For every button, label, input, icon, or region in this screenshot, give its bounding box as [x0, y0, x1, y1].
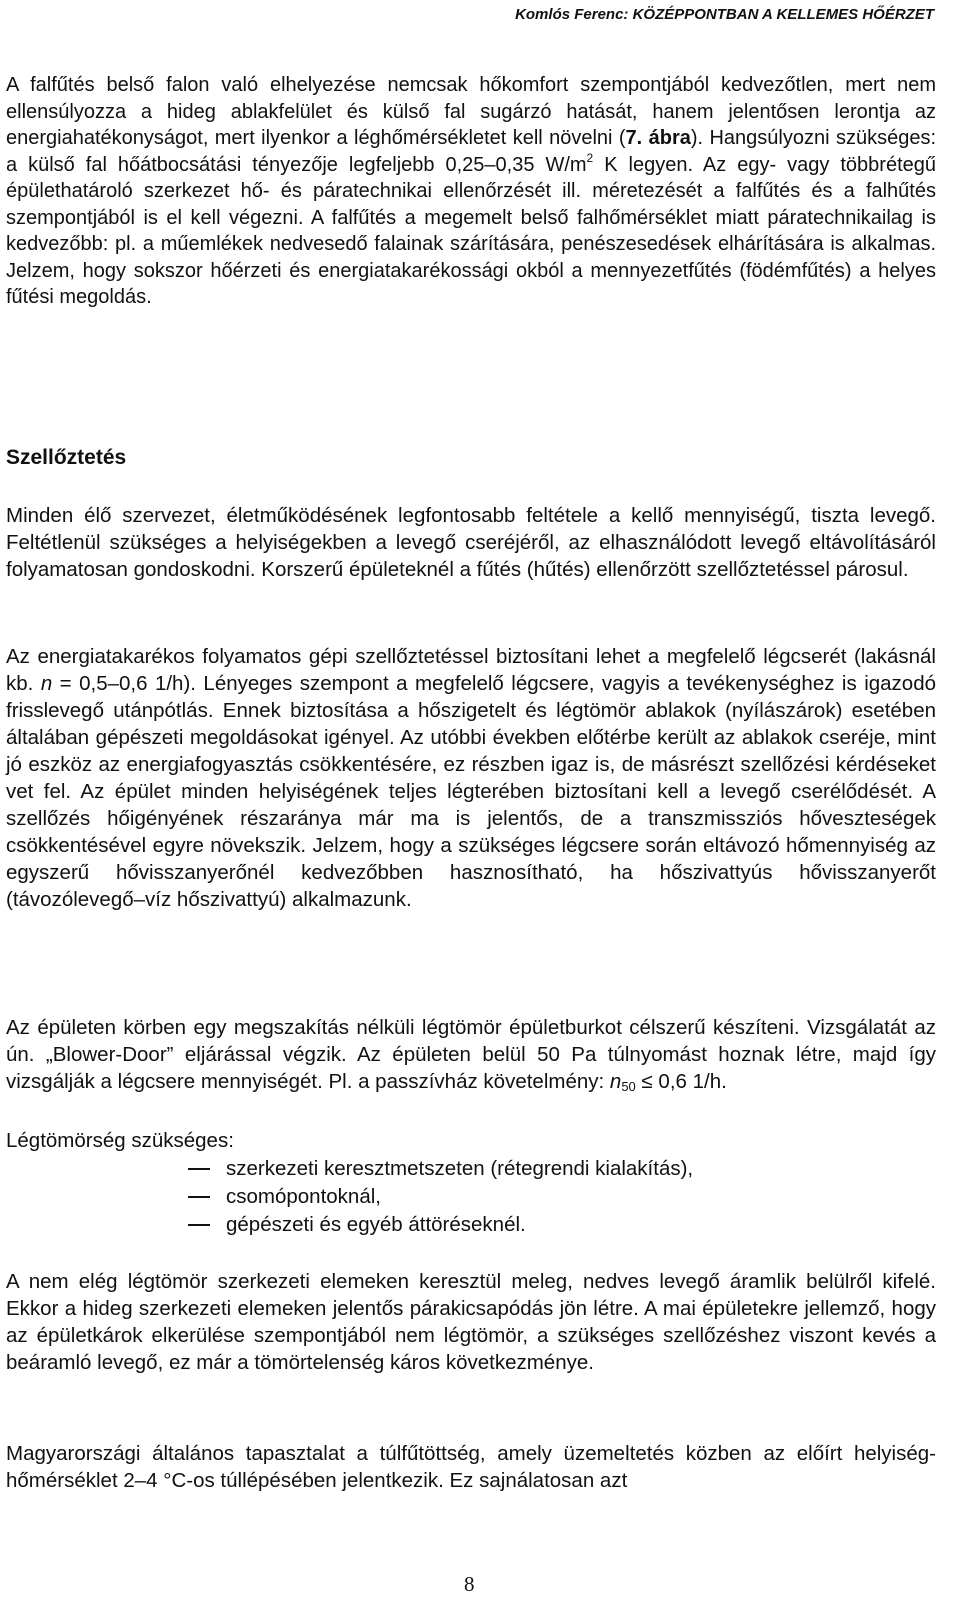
paragraph-fresh-air: Minden élő szervezet, életműködésének legfontosabb feltétele a kellő mennyiségű, tiszta levegő. Feltétlenül szükséges a helyiségekben a levegő cseréjéről, az elhasználódott levegő eltávolításáról folyamatosan gondoskodni. Korszerű épületeknél a fűtés (hűtés) ellenőrzött szellőztetéssel párosul. — [6, 504, 936, 581]
dash-bullet — [188, 1168, 210, 1170]
paragraph-wall-heating — [6, 72, 936, 311]
variable-n: n — [40, 672, 53, 695]
dash-bullet — [188, 1196, 210, 1198]
running-header: Komlós Ferenc: KÖZÉPPONTBAN A KELLEMES HŐÉRZET — [515, 6, 934, 23]
dash-bullet — [188, 1224, 210, 1226]
page-number: 8 — [464, 1572, 475, 1596]
subscript: 50 — [621, 1079, 636, 1094]
superscript: 2 — [586, 150, 594, 165]
list-item — [188, 1155, 693, 1183]
paragraph-text: A falfűtés belső falon való elhelyezése nemcsak hőkomfort szempontjából kedvezőtlen, mert nem ellensúlyozza a hideg ablakfelület és külső fal sugárzó hatását, hanem jelentősen lerontja az energiahatékonyságot, mert ilyenkor a léghőmérsékletet kell növelni ( — [6, 74, 936, 149]
list-item-text: csomópontoknál, — [226, 1185, 381, 1208]
paragraph-overheating: Magyarországi általános tapasztalat a túlfűtöttség, amely üzemeltetés közben az előírt helyiség-hőmérséklet 2–4 °C-os túllépésében jelentkezik. Ez sajnálatosan azt — [6, 1442, 936, 1492]
paragraph-text: = 0,5–0,6 1/h). Lényeges szempont a megfelelő légcsere, vagyis a tevékenységhez is igazodó frisslevegő utánpótlás. Ennek biztosítása a hőszigetelt és légtömör ablakok (nyílászárok) esetében általában gépészeti megoldásokat igényel. Az utóbbi években előtérbe került az ablakok cseréje, mint jó eszköz az energiafogyasztás csökkentésére, ez részben igaz is, de másrészt szellőzési kérdéseket vet fel. Az épület minden helyiségének teljes légterében biztosítani kell a levegő cserélődését. A szellőzés hőigényének részaránya már ma is jelentős, de a transzmissziós hőveszteségek csökkentésével egyre növekszik. Jelzem, hogy a szükséges légcsere során eltávozó hőmennyiség az egyszerű hővisszanyerőnél kedvezőbben hasznosítható, ha hőszivattyús hővisszanyerőt (távozólevegő–víz hőszivattyú) alkalmazunk. — [6, 672, 937, 911]
section-heading: Szellőztetés — [6, 446, 127, 469]
paragraph-text: ≤ 0,6 1/h. — [635, 1070, 727, 1093]
paragraph-text: ). Hangsúlyozni szükséges: a külső fal hőátbocsátási tényezője legfeljebb 0,25–0,35 W/m — [6, 127, 937, 176]
list-item — [188, 1211, 693, 1239]
paragraph-condensation: A nem elég légtömör szerkezeti elemeken keresztül meleg, nedves levegő áramlik belülről kifelé. Ekkor a hideg szerkezeti elemeken jelentős párakicsapódás jön létre. A mai épületekre jellemző, hogy az épületkárok elkerülése szempontjából nem légtömör, a szükséges szellőzéshez viszont kevés a beáramló levegő, ez már a tömörtelenség káros következménye. — [6, 1270, 936, 1374]
list-item-text: szerkezeti keresztmetszeten (rétegrendi kialakítás), — [226, 1157, 694, 1180]
figure-reference: 7. ábra — [625, 127, 691, 149]
paragraph-text: Az épületen körben egy megszakítás nélküli légtömör épületburkot célszerű készíteni. Vizsgálatát az ún. „Blower-Door” eljárással végzik. Az épületen belül 50 Pa túlnyomást hoznak létre, majd így vizsgálják a légcsere mennyiségét. Pl. a passzívház követelmény: — [6, 1016, 936, 1093]
list-item — [188, 1183, 693, 1211]
paragraph-airtight-envelope — [6, 1014, 936, 1095]
paragraph-mechanical-ventilation — [6, 643, 936, 913]
list-item-text: gépészeti és egyéb áttöréseknél. — [226, 1213, 526, 1236]
list-label: Légtömörség szükséges: — [6, 1129, 234, 1152]
paragraph-text: Az energiatakarékos folyamatos gépi szellőztetéssel biztosítani lehet a megfelelő légcserét (lakásnál kb. — [6, 645, 936, 695]
variable-n: n — [609, 1070, 622, 1093]
airtightness-list — [188, 1155, 693, 1239]
paragraph-text: K legyen. Az egy- vagy többrétegű épülethatároló szerkezet hő- és páratechnikai ellenőrzését ill. méretezését a falfűtés és a falhűtés szempontjából is el kell végezni. A falfűtés a megemelt belső falhőmérséklet miatt páratechnikailag is kedvezőbb: pl. a műemlékek nedvesedő falainak szárítására, penészesedések elhárítására is alkalmas. Jelzem, hogy sokszor hőérzeti és energiatakarékossági okból a mennyezetfűtés (födémfűtés) a helyes fűtési megoldás. — [6, 153, 936, 308]
